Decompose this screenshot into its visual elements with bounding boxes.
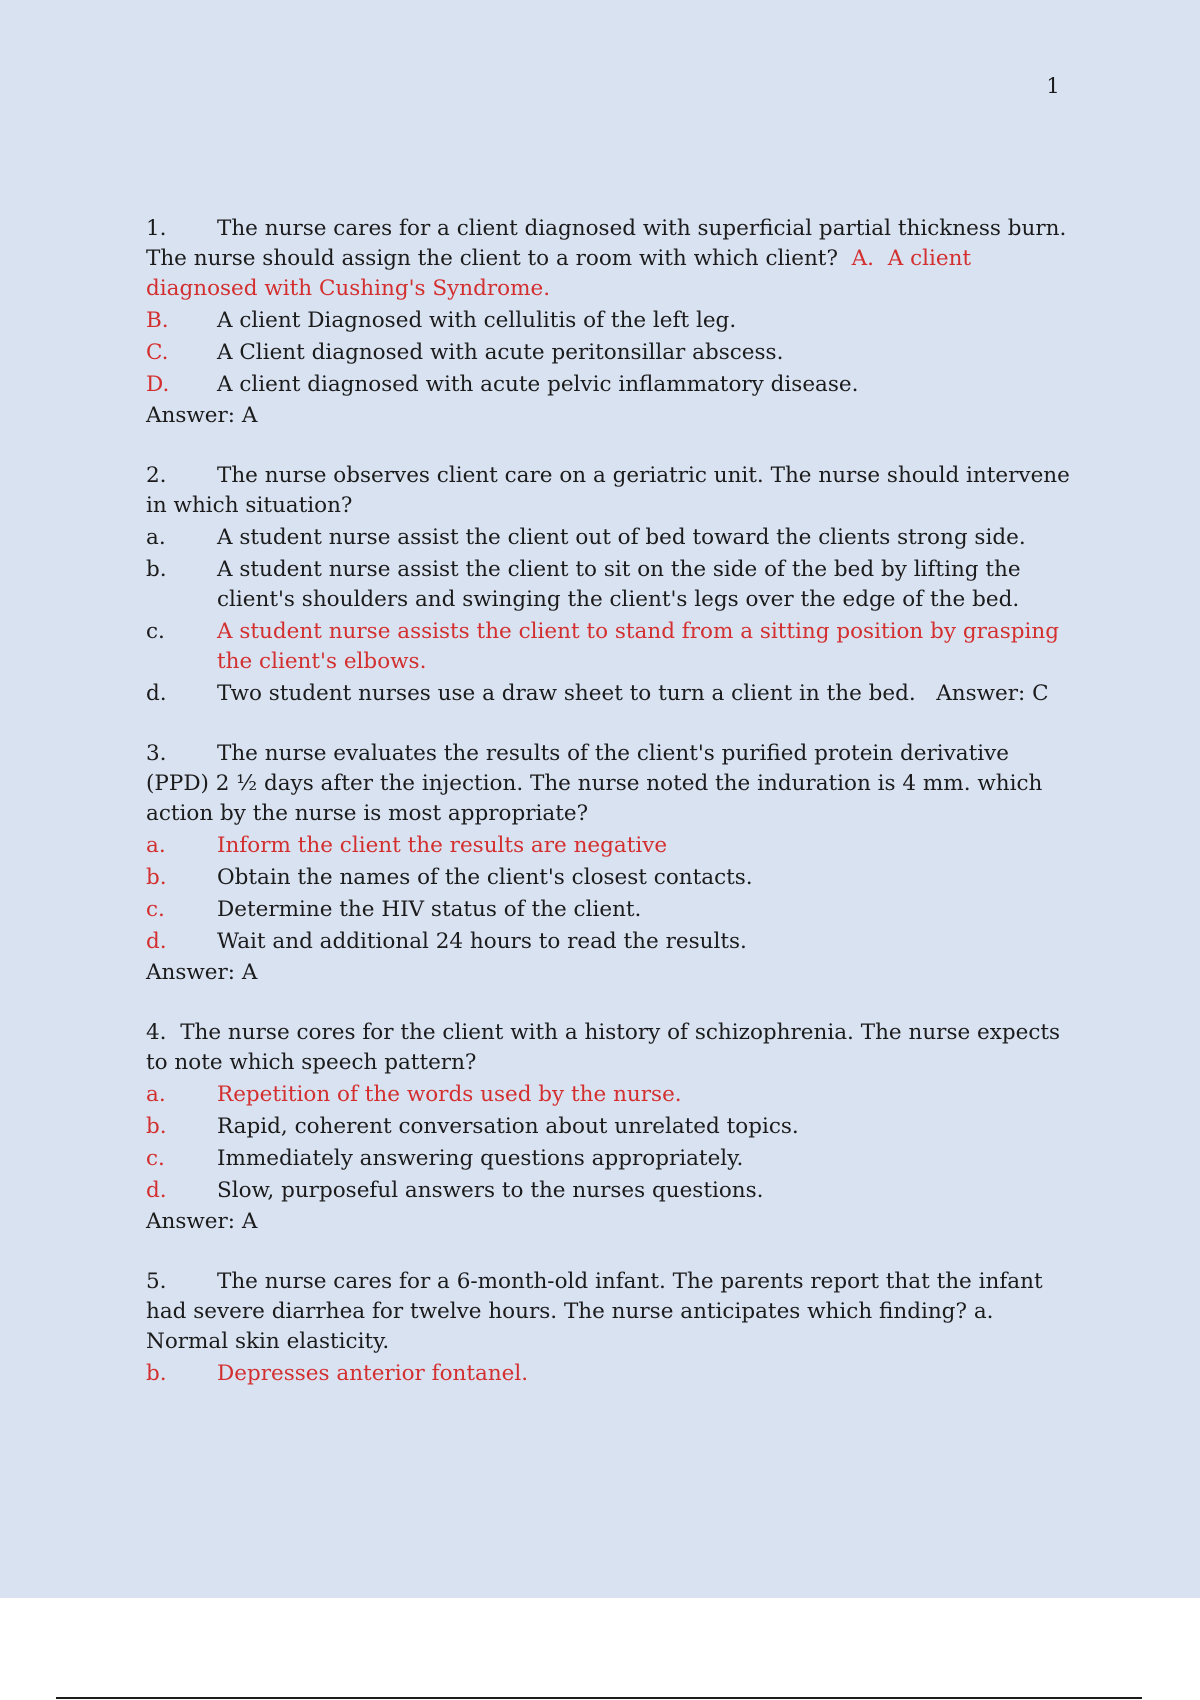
option <box>146 338 1078 368</box>
question-stem <box>146 214 1078 304</box>
question-stem <box>146 461 1078 521</box>
option <box>146 523 1078 553</box>
option-label: b. <box>146 1114 167 1139</box>
question-number: 3. <box>146 741 167 766</box>
question-list <box>146 214 1078 1419</box>
option <box>146 1359 1078 1389</box>
option-label: c. <box>146 1146 165 1171</box>
option-text: Immediately answering questions appropriately. <box>217 1146 744 1171</box>
option-text: A student nurse assist the client out of bed toward the clients strong side. <box>217 525 1026 550</box>
option <box>146 370 1078 400</box>
option-text: A student nurse assists the client to stand from a sitting position by grasping the client's elbows. <box>217 619 1059 674</box>
option-text: Normal skin elasticity. <box>146 1329 390 1354</box>
option-label: d. <box>146 681 167 706</box>
question-text: The nurse cares for a 6-month-old infant. The parents report that the infant had severe diarrhea for twelve hours. The nurse anticipates which finding? <box>146 1269 1043 1324</box>
option-label: b. <box>146 557 167 582</box>
option-text: Slow, purposeful answers to the nurses questions. <box>217 1178 764 1203</box>
question-stem <box>146 739 1078 829</box>
option-text: Wait and additional 24 hours to read the results. <box>217 929 747 954</box>
option-label: b. <box>146 865 167 890</box>
question-text: The nurse evaluates the results of the client's purified protein derivative (PPD) 2 ½ days after the injection. The nurse noted the induration is 4 mm. which action by the nurse is most appropriate? <box>146 741 1043 826</box>
option-label: b. <box>146 1361 167 1386</box>
option <box>146 1176 1078 1206</box>
option <box>146 831 1078 861</box>
option <box>146 1144 1078 1174</box>
option <box>146 895 1078 925</box>
option-text: A student nurse assist the client to sit on the side of the bed by lifting the client's shoulders and swinging the client's legs over the edge of the bed. <box>217 557 1021 612</box>
option-label: d. <box>146 929 167 954</box>
option-text: A Client diagnosed with acute peritonsillar abscess. <box>217 340 784 365</box>
option-label: a. <box>973 1299 994 1324</box>
option <box>146 555 1078 615</box>
option-text: Inform the client the results are negative <box>217 833 668 858</box>
question-3 <box>146 739 1078 988</box>
option-label: a. <box>146 525 166 550</box>
option-label: C. <box>146 340 169 365</box>
answer-line: Answer: C <box>936 681 1049 706</box>
question-4 <box>146 1018 1078 1237</box>
question-number: 1. <box>146 216 167 241</box>
answer-line: Answer: A <box>146 960 258 985</box>
option-label: B. <box>146 308 169 333</box>
option-text: Depresses anterior fontanel. <box>217 1361 529 1386</box>
question-text: The nurse observes client care on a geriatric unit. The nurse should intervene in which situation? <box>146 463 1070 518</box>
page-number: 1 <box>1046 74 1060 98</box>
option-text: Obtain the names of the client's closest contacts. <box>217 865 753 890</box>
option <box>146 617 1078 677</box>
question-1 <box>146 214 1078 431</box>
option-text: Two student nurses use a draw sheet to turn a client in the bed. <box>217 681 916 706</box>
option-text: A client Diagnosed with cellulitis of the left leg. <box>217 308 737 333</box>
option-label: d. <box>146 1178 167 1203</box>
question-2 <box>146 461 1078 709</box>
option-text: Determine the HIV status of the client. <box>217 897 642 922</box>
option-text: Repetition of the words used by the nurse. <box>217 1082 682 1107</box>
option-label: c. <box>146 619 165 644</box>
option-label: a. <box>146 1082 166 1107</box>
question-number: 4. <box>146 1020 167 1045</box>
option <box>146 679 1078 709</box>
option-text: Rapid, coherent conversation about unrelated topics. <box>217 1114 799 1139</box>
question-text: The nurse cores for the client with a history of schizophrenia. The nurse expects to note which speech pattern? <box>146 1020 1061 1075</box>
question-stem <box>146 1018 1078 1078</box>
question-5 <box>146 1267 1078 1389</box>
question-number: 5. <box>146 1269 167 1294</box>
option-label: A. <box>851 246 875 271</box>
option <box>146 1080 1078 1110</box>
answer-line: Answer: A <box>146 403 258 428</box>
option <box>146 863 1078 893</box>
option <box>146 927 1078 957</box>
option-label: a. <box>146 833 166 858</box>
option <box>146 1112 1078 1142</box>
option <box>146 306 1078 336</box>
answer-line: Answer: A <box>146 1209 258 1234</box>
question-stem <box>146 1267 1078 1357</box>
question-number: 2. <box>146 463 167 488</box>
footer-divider <box>56 1697 1142 1699</box>
option-label: D. <box>146 372 170 397</box>
question-text: The nurse cares for a client diagnosed with superficial partial thickness burn. The nurse should assign the client to a room with which client? <box>146 216 1067 271</box>
option-text: A client diagnosed with acute pelvic inflammatory disease. <box>217 372 859 397</box>
option-label: c. <box>146 897 165 922</box>
option-text: A client diagnosed with Cushing's Syndrome. <box>146 246 972 301</box>
